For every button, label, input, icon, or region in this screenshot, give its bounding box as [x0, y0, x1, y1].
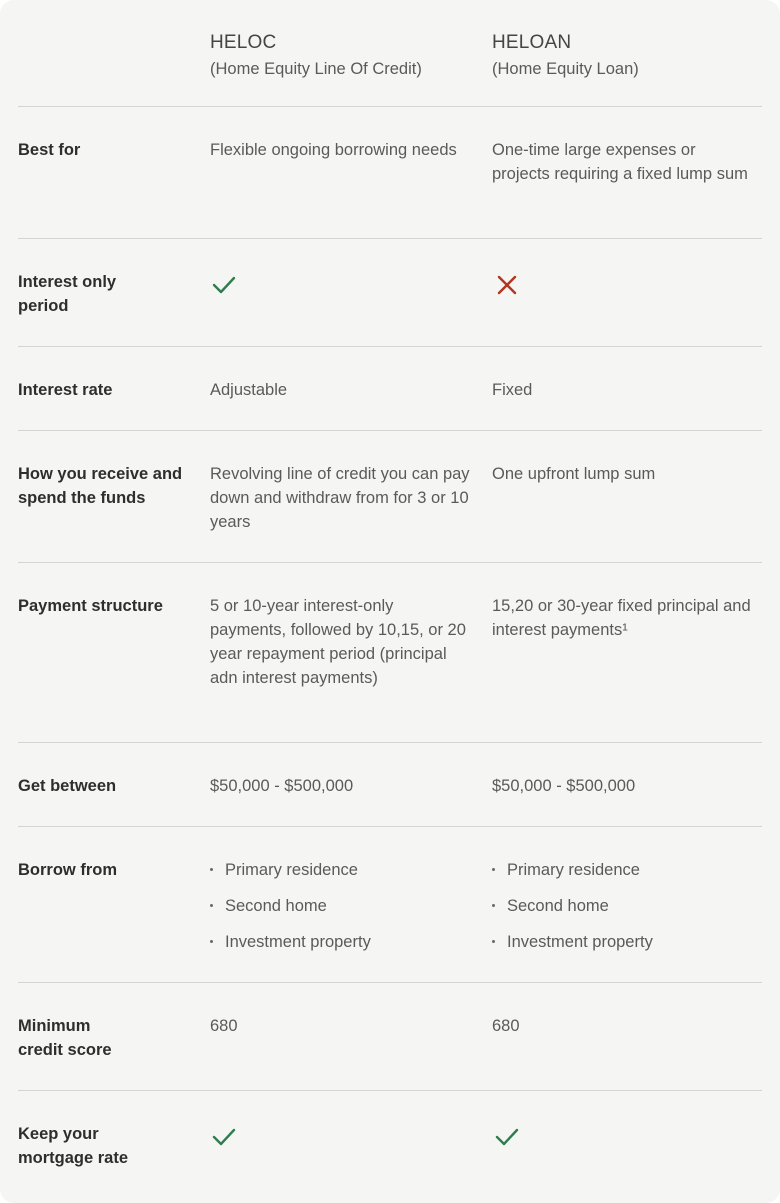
list-item — [492, 858, 754, 894]
heloc-cell: Flexible ongoing borrowing needs — [210, 141, 457, 159]
heloan-cell — [492, 858, 754, 966]
row-label: Minimum credit score — [18, 1017, 112, 1059]
list-item — [492, 894, 754, 930]
check-icon — [494, 1124, 520, 1150]
row-label: Best for — [18, 141, 81, 159]
list-item — [210, 930, 472, 966]
heloc-cell: $50,000 - $500,000 — [210, 777, 354, 795]
heloan-cell: Fixed — [492, 381, 533, 399]
heloc-column-title: HELOC — [210, 32, 277, 53]
bullet-dot — [492, 904, 495, 907]
heloc-cell: 5 or 10-year interest-only payments, followed by 10,15, or 20 year repayment period (principal adn interest payments) — [210, 597, 466, 687]
cross-icon — [494, 272, 520, 298]
list-item — [492, 930, 754, 966]
row-divider — [18, 826, 762, 827]
list-item-text: Primary residence — [507, 861, 640, 879]
row-divider — [18, 346, 762, 347]
heloan-cell: $50,000 - $500,000 — [492, 777, 636, 795]
check-icon — [211, 1124, 237, 1150]
heloan-column-title: HELOAN — [492, 32, 572, 53]
bullet-list — [210, 858, 472, 966]
row-label: How you receive and spend the funds — [18, 465, 183, 507]
heloc-cell: 680 — [210, 1017, 238, 1035]
heloan-cell: 680 — [492, 1017, 520, 1035]
list-item-text: Second home — [507, 897, 609, 915]
row-divider — [18, 1090, 762, 1091]
list-item-text: Primary residence — [225, 861, 358, 879]
row-label: Interest rate — [18, 381, 113, 399]
heloc-cell — [210, 858, 472, 966]
row-divider — [18, 430, 762, 431]
check-icon — [211, 272, 237, 298]
bullet-dot — [492, 868, 495, 871]
row-label: Get between — [18, 777, 117, 795]
heloc-cell: Revolving line of credit you can pay down and withdraw from for 3 or 10 years — [210, 465, 470, 531]
table-header — [0, 0, 780, 107]
row-label: Payment structure — [18, 597, 163, 615]
bullet-dot — [492, 940, 495, 943]
list-item-text: Investment property — [225, 933, 371, 951]
bullet-dot — [210, 868, 213, 871]
row-label: Keep your mortgage rate — [18, 1125, 129, 1167]
bullet-dot — [210, 904, 213, 907]
row-divider — [18, 982, 762, 983]
row-label: Borrow from — [18, 861, 117, 879]
row-divider — [18, 562, 762, 563]
row-divider — [18, 106, 762, 107]
row-divider — [18, 742, 762, 743]
heloan-cell: One upfront lump sum — [492, 465, 656, 483]
heloan-column-subtitle: (Home Equity Loan) — [492, 60, 639, 78]
row-divider — [18, 238, 762, 239]
list-item-text: Investment property — [507, 933, 653, 951]
bullet-dot — [210, 940, 213, 943]
list-item — [210, 858, 472, 894]
heloc-cell: Adjustable — [210, 381, 288, 399]
heloan-cell: One-time large expenses or projects requiring a fixed lump sum — [492, 141, 748, 183]
row-label: Interest only period — [18, 273, 117, 315]
list-item — [210, 894, 472, 930]
bullet-list — [492, 858, 754, 966]
heloan-cell: 15,20 or 30-year fixed principal and interest payments¹ — [492, 597, 751, 639]
heloc-column-subtitle: (Home Equity Line Of Credit) — [210, 60, 422, 78]
list-item-text: Second home — [225, 897, 327, 915]
